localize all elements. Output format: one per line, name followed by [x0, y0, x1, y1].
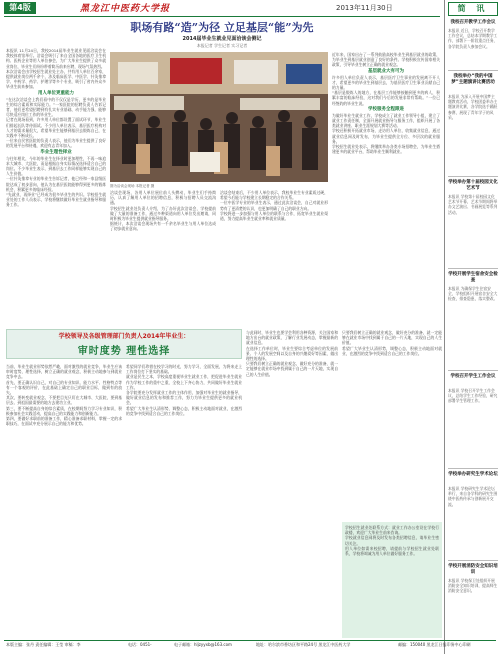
feature-column-far-right	[342, 330, 442, 518]
article-column-middle	[110, 190, 216, 324]
lead-paragraph: 本次洽谈会由学校招生就业处主办，共有用人单位百余家，提供就业岗位两千余个，涉及临床医学、中医学、针灸推拿学、中药学、药学、护理学等多个专业，吸引了省内外众多毕业生前来参加。	[6, 68, 106, 90]
feature-kicker: 学校领导及各级管理部门负责人2014年毕业生：	[58, 333, 190, 340]
body-paragraph: 为做好毕业生就业工作，学校成立了就业工作领导小组，建立了就业工作责任制，全面开展就业指导与服务工作，组织开展了各类就业讲座、职业生涯规划大赛等活动。	[332, 112, 440, 129]
photo-caption: 图为洽谈会现场 本报记者 摄	[110, 184, 155, 188]
body-paragraph: 希望同学们珍惜在校学习的时光，努力学习，全面发展，为将来走上工作岗位打下坚实的基础。	[126, 364, 242, 375]
body-paragraph: 各学院要充分发挥就业工作的主体作用，加强对毕业生的就业指导，做好就业信息的发布和推荐工作，努力为毕业生提供更多的就业机会。	[126, 390, 242, 406]
article-byline: 本报记者 学生记者 实习记者	[196, 43, 248, 48]
footer-email: 电子邮箱：hljzyyxb@163.com	[174, 642, 232, 647]
body-paragraph: 学校还积极开拓就业市场，走访用人单位，收集就业信息，通过就业信息网及时发布，为毕业生提供全方位、多层次的就业服务。	[332, 128, 440, 144]
body-paragraph: “先就业，再择业”已经成为很多毕业生的共识。学校招生就业处的工作人员表示，学校将继续做好毕业生就业指导和服务工作。	[6, 192, 106, 208]
brief-text: 本报讯 为深入开展中国梦主题教育活动，学校团委举办主题演讲比赛，各学院选手踊跃参赛，展现了青年学子的风采。	[448, 94, 498, 120]
info-box	[342, 522, 442, 638]
body-paragraph: 只要我们树立正确的就业观念，做好充分的准备，就一定能够在就业市场中找到属于自己的一片天地，实现自己的人生价值。	[246, 361, 338, 377]
body-paragraph: 希望广大毕业生认清形势，调整心态，积极主动地面对就业，在激烈的竞争中找到适合自己的工作岗位。	[126, 405, 242, 416]
brief-divider	[448, 268, 498, 269]
section-heading: 学校服务全程跟进	[368, 106, 404, 112]
footer-phone: 电话：0451-	[128, 642, 152, 647]
page-number: 第4版	[9, 3, 31, 12]
news-briefs-heading: 简 讯	[457, 4, 489, 13]
brief-divider	[448, 468, 498, 469]
article-headline: 职场有路“造”为径 立足基层“能”为先	[130, 21, 314, 34]
lead-paragraph: 本报讯 11月24日，我校2014届毕业生就业见面洽谈会在我校体育馆举行。洽谈会吸引了来自全国各地的医疗卫生机构、医药企业等用人单位参会，为广大毕业生提供了众多就业岗位，毕业生们纷纷带着简历前来应聘，现场气氛热烈。	[6, 48, 106, 69]
body-paragraph: 记者在现场看到，许多用人单位都设置了面试环节，毕业生们排起长队等待面试。不少用人单位表示，基层医疗机构对人才的需求量很大，希望毕业生能够到基层去锻炼自己，在实践中不断成长。	[6, 117, 106, 139]
body-paragraph: 据统计，本次洽谈会现场共有一千余名毕业生与用人单位达成了初步就业意向。	[110, 221, 216, 232]
brief-text: 本报讯 学校召开学生工作会议，总结学生工作经验，研究部署学生管理工作。	[448, 388, 498, 404]
lead-column	[6, 48, 106, 324]
brief-text: 本报讯 为确保学生住宿安全，学校组织开展宿舍安全大检查，排查隐患，落实整改。	[448, 286, 498, 302]
crowd-photo-illustration	[110, 52, 328, 182]
body-paragraph: 近年来，国家出台了一系列鼓励高校毕业生到基层就业的政策，为毕业生到基层就业创造了良好的条件。学校积极宣传国家相关政策，引导毕业生树立正确的就业观念。	[332, 52, 440, 68]
body-paragraph: “基层是锻炼人的地方，在基层工作能够接触到更多的病人，积累丰富的临床经验，这对我们今后的发展非常有帮助。”一位已经签约的毕业生说。	[332, 90, 440, 106]
brief-text: 本报讯 学校研究生学术论坛举行，来自各学科的研究生围绕中医药传承与创新展开交流。	[448, 486, 498, 507]
footer-printer: 邮编：150040 黑龙江日报印务中心印刷	[398, 642, 471, 647]
body-paragraph: 学校招生就业处负责人介绍，为了办好此次洽谈会，学校提前做了大量的准备工作，通过多种渠道向用人单位发出邀请，同时积极为毕业生提供就业指导服务。	[110, 205, 216, 222]
body-paragraph: 学校将进一步加强与用人单位的联系与合作，拓宽毕业生就业渠道，努力提高毕业生就业率和就业质量。	[220, 210, 328, 222]
section-heading: 基层就业大有可为	[368, 68, 404, 74]
brief-divider	[448, 370, 498, 371]
brief-title: 学校举办第十届校园文化艺术节	[448, 180, 498, 191]
job-fair-photo	[110, 52, 328, 182]
brief-text: 本报讯 学校第十届校园文化艺术节开幕，艺术节期间将举办文艺演出、书画展览等系列活动。	[448, 194, 498, 215]
body-paragraph: 首先，要正确认识自己，对自己的专业知识、能力水平、性格特点等有一个客观的评价，在此基础上确定自己的职业目标，做到有的放矢。	[6, 379, 122, 396]
brief-divider	[448, 176, 498, 177]
issue-date: 2013年11月30日	[336, 4, 393, 12]
body-paragraph: 一位中医学专业的毕业生表示，通过此次洽谈会，自己对就业形势有了更清楚的认识，也更加明确了自己的职业方向。	[220, 200, 328, 211]
info-paragraph: 学校就业信息网将及时发布各类招聘信息，请毕业生密切关注。	[345, 535, 439, 546]
brief-text: 本报讯 近日，学校召开教学工作会议，总结本学期教学工作，部署下一阶段重点任务，各学院负责人参加会议。	[448, 28, 498, 49]
brief-title: 我校举办“我的中国梦”主题演讲比赛活动	[451, 74, 495, 85]
body-paragraph: 第四，要做好求职前的准备工作，精心准备求职材料，掌握一定的求职技巧，在面试中充分展示自己的能力和优势。	[6, 416, 122, 427]
brief-text: 本报讯 学校保卫处组织开展消防安全知识培训，提高师生消防安全意识。	[448, 578, 498, 594]
brief-divider	[448, 560, 498, 561]
body-paragraph: 学校招生就业处表示，将继续举办各类专场招聘会，为毕业生搭建更多的就业平台，帮助毕业生顺利就业。	[332, 144, 440, 155]
article-column-right	[332, 52, 440, 324]
info-paragraph: 用人单位如需来校招聘，请提前与学校招生就业处联系，学校将竭诚为用人单位做好服务工作。	[345, 545, 439, 557]
brief-title: 学校举办研究生学术论坛	[448, 472, 498, 477]
body-paragraph: 希望广大毕业生认清形势，调整心态，积极主动地面对就业，在激烈的竞争中找到适合自己的工作岗位。	[342, 345, 442, 356]
body-paragraph: 与此同时，毕业生也要学会利用各种资源，关注国家和地方出台的就业政策，了解行业发展动态，掌握最新的就业信息。	[246, 330, 338, 346]
feature-column-left	[6, 364, 122, 638]
section-heading: 用人单位更重能力	[38, 90, 74, 96]
footer-editors: 本版主编：张丹 责任编辑：王莹 审稿：李	[6, 642, 81, 647]
masthead-rule	[4, 16, 440, 17]
footer-address: 地址：哈尔滨市香坊区和平路24号 黑龙江中医药大学	[256, 642, 351, 647]
body-paragraph: 当前，毕业生就业形势依然严峻，面对激烈的就业竞争，毕业生应该审时度势，理性选择，树立正确的就业观念，积极主动地参与到就业竞争中去。	[6, 364, 122, 380]
body-paragraph: 就业是民生之本，学校高度重视毕业生就业工作，把促进毕业生就业作为学校工作的重中之重，全校上下齐心协力，共同做好毕业生就业工作。	[126, 374, 242, 390]
feature-column-middle	[126, 364, 242, 638]
feature-headline: 审时度势 理性选择	[77, 346, 171, 357]
body-paragraph: 与往年相比，今年的毕业生在择业时更加理性，不再一味追求大城市、大医院，而是根据自身实际情况选择适合自己的岗位。不少毕业生表示，到基层去工作同样能够实现自己的人生价值。	[6, 155, 106, 177]
brief-title: 学校开展学生宿舍安全检查	[448, 272, 498, 283]
body-paragraph: 洽谈会结束后，不少用人单位表示，我校毕业生专业素质过硬，希望今后能与学校建立长期稳定的合作关系。	[220, 190, 328, 201]
newspaper-name: 黑龙江中医药大学报	[80, 4, 171, 14]
article-column-middle-2	[220, 190, 328, 324]
info-paragraph: 学校招生就业处联系方式：就业工作办公室设在学校行政楼，欢迎广大毕业生前来咨询。	[345, 525, 439, 536]
body-paragraph: 第三，要不断提高自身的综合素质，在校期间努力学习专业知识，积极参加社会实践活动，提高自己的实践能力和创新能力。	[6, 405, 122, 416]
body-paragraph: 一位来自民营医院的负责人表示，他们为毕业生提供了良好的发展平台和待遇，欢迎有志青年加入。	[6, 138, 106, 149]
feature-column-right	[246, 330, 338, 638]
body-paragraph: 许多用人单位负责人表示，基层医疗卫生事业的发展离不开人才，希望更多的毕业生到基层去，为基层医疗卫生事业贡献自己的力量。	[332, 74, 440, 91]
body-paragraph: 洽谈会现场，各用人单位展位前人头攒动，毕业生们手持简历，认真了解用人单位的招聘信息，积极与招聘人员交流沟通。	[110, 190, 216, 206]
body-paragraph: 在选择工作单位时，毕业生要综合考虑单位的发展前景、个人的发展空间以及自身的兴趣爱好等因素，做出理性的选择。	[246, 345, 338, 362]
footer-rule	[4, 640, 496, 641]
brief-title: 学校召开学生工作会议	[450, 374, 496, 379]
article-subheadline: 2014届毕业生就业见面洽谈会侧记	[182, 36, 262, 42]
body-paragraph: “在这次洽谈会上我们看中的不仅仅是学历，更多的是毕业生的综合素质和实际能力。”一家医院的招聘负责人告诉记者，他们更希望招聘到有扎实专业基础、动手能力强、能够尽快适应岗位工作的毕业生。	[6, 96, 106, 118]
section-heading: 毕业生理性择业	[40, 149, 72, 155]
brief-title: 我校召开教学工作会议	[450, 20, 496, 25]
brief-title: 学校开展消防安全知识培训	[448, 564, 498, 575]
body-paragraph: 其次，要转变就业观念，不要把目光只盯在大城市、大医院，要到基层去、到祖国最需要的地方去建功立业。	[6, 395, 122, 406]
body-paragraph: 只要我们树立正确的就业观念，做好充分的准备，就一定能够在就业市场中找到属于自己的一片天地，实现自己的人生价值。	[342, 330, 442, 346]
brief-divider	[448, 70, 498, 71]
info-box-body	[342, 522, 442, 559]
body-paragraph: 一位针灸推拿专业的毕业生告诉记者，他已经和一家县级医院达成了初步意向，他认为在基层医院能够得到更多的锻炼机会，积累更多的临床经验。	[6, 176, 106, 192]
